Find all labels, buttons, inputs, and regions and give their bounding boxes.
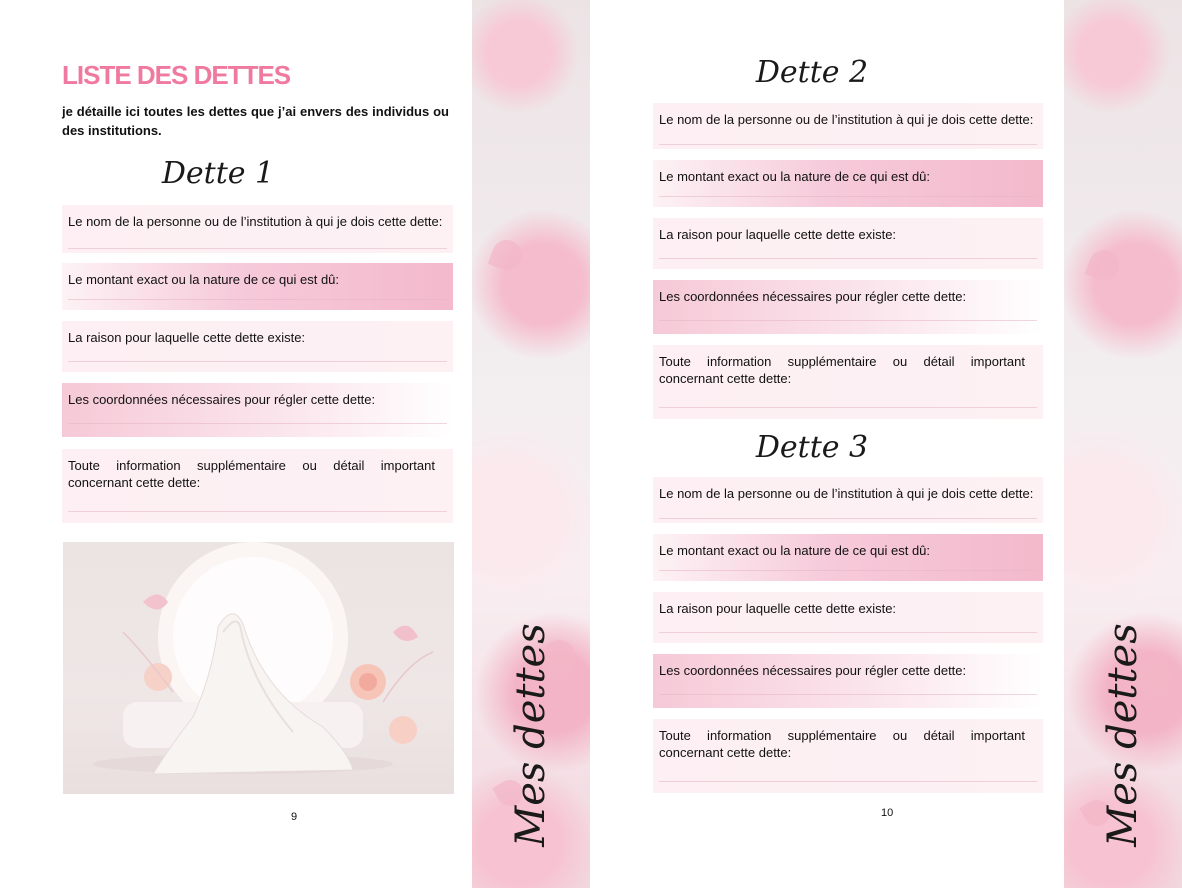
write-line <box>68 248 447 249</box>
write-line <box>68 423 447 424</box>
floral-side-strip-left <box>472 0 590 888</box>
field-label: Le nom de la personne ou de l’institution à qui je dois cette dette: <box>68 214 443 229</box>
petal-decoration <box>1085 246 1123 284</box>
field-label: Toute information supplémentaire ou détail important concernant cette dette: <box>68 458 435 490</box>
write-line <box>659 518 1037 519</box>
write-line <box>659 196 1037 197</box>
petal-decoration <box>488 236 526 274</box>
debt-heading-1: Dette 1 <box>161 156 275 191</box>
left-page <box>0 0 472 888</box>
field-contact-details[interactable] <box>62 383 453 437</box>
field-label: Toute information supplémentaire ou détail important concernant cette dette: <box>659 354 1025 386</box>
intro-text: je détaille ici toutes les dettes que j’ai envers des individus ou des institutions. <box>62 104 449 138</box>
field-creditor-name[interactable] <box>653 103 1043 149</box>
field-amount[interactable] <box>653 160 1043 207</box>
field-label: Le montant exact ou la nature de ce qui est dû: <box>659 543 931 558</box>
decorative-illustration <box>63 542 454 794</box>
field-creditor-name[interactable] <box>62 205 453 253</box>
field-reason[interactable] <box>653 592 1043 643</box>
field-label: Le nom de la personne ou de l’institution à qui je dois cette dette: <box>659 486 1034 501</box>
field-label: Toute information supplémentaire ou détail important concernant cette dette: <box>659 728 1025 760</box>
field-reason[interactable] <box>653 218 1043 269</box>
write-line <box>68 511 447 512</box>
write-line <box>68 361 447 362</box>
floral-side-strip-right <box>1064 0 1182 888</box>
write-line <box>659 570 1037 571</box>
debt-heading-2: Dette 2 <box>755 55 869 90</box>
write-line <box>659 632 1037 633</box>
field-label: Le nom de la personne ou de l’institution à qui je dois cette dette: <box>659 112 1034 127</box>
debt-heading-3: Dette 3 <box>755 430 869 465</box>
right-page <box>590 0 1064 888</box>
write-line <box>659 144 1037 145</box>
page-number: 9 <box>291 811 298 823</box>
field-amount[interactable] <box>653 534 1043 581</box>
field-contact-details[interactable] <box>653 654 1043 708</box>
side-label: Mes dettes <box>1100 623 1146 847</box>
field-label: La raison pour laquelle cette dette existe: <box>68 330 306 345</box>
field-contact-details[interactable] <box>653 280 1043 334</box>
side-label: Mes dettes <box>508 623 554 847</box>
field-creditor-name[interactable] <box>653 477 1043 523</box>
write-line <box>659 694 1037 695</box>
field-label: La raison pour laquelle cette dette existe: <box>659 601 897 616</box>
field-reason[interactable] <box>62 321 453 372</box>
write-line <box>659 781 1037 782</box>
field-additional-info[interactable] <box>653 345 1043 419</box>
page-title: LISTE DES DETTES <box>62 60 291 90</box>
field-label: La raison pour laquelle cette dette existe: <box>659 227 897 242</box>
write-line <box>659 407 1037 408</box>
write-line <box>659 258 1037 259</box>
write-line <box>659 320 1037 321</box>
page-number: 10 <box>881 807 894 819</box>
field-amount[interactable] <box>62 263 453 310</box>
praying-woman-illustration <box>63 542 454 794</box>
field-additional-info[interactable] <box>653 719 1043 793</box>
field-label: Les coordonnées nécessaires pour régler cette dette: <box>68 392 376 407</box>
field-label: Le montant exact ou la nature de ce qui est dû: <box>659 169 931 184</box>
write-line <box>68 299 447 300</box>
field-label: Le montant exact ou la nature de ce qui est dû: <box>68 272 340 287</box>
field-label: Les coordonnées nécessaires pour régler cette dette: <box>659 663 967 678</box>
field-label: Les coordonnées nécessaires pour régler cette dette: <box>659 289 967 304</box>
field-additional-info[interactable] <box>62 449 453 523</box>
